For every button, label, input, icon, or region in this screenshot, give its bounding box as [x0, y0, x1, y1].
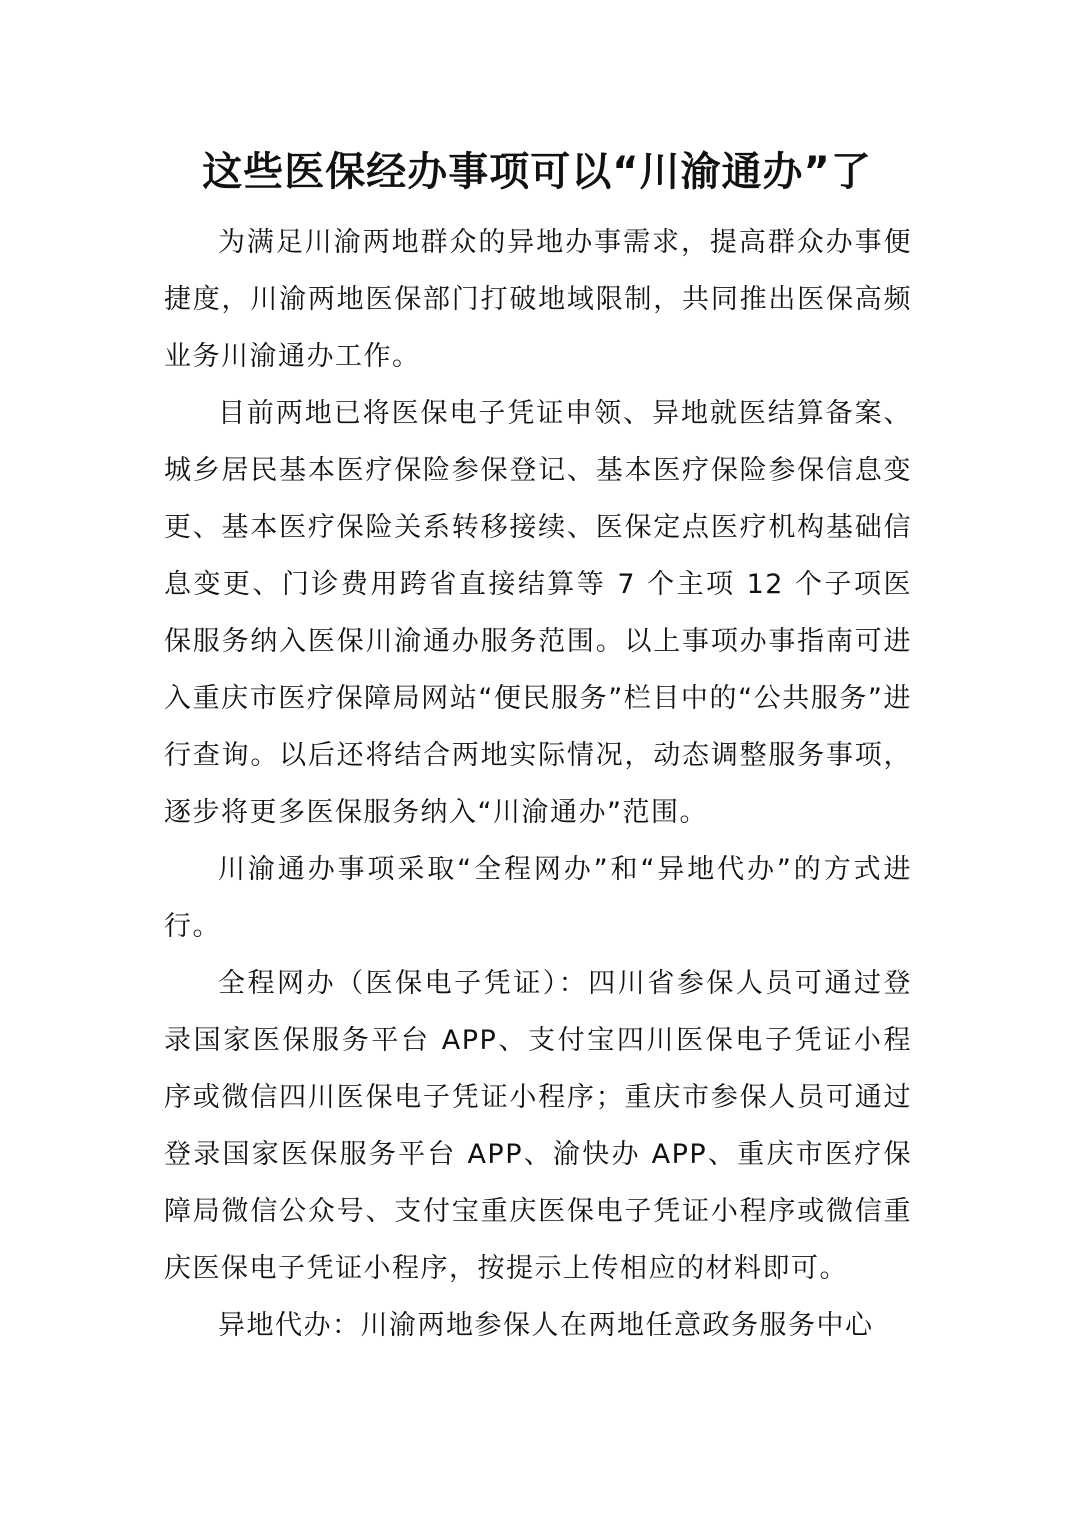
paragraph-methods: 川渝通办事项采取“全程网办”和“异地代办”的方式进行。: [164, 854, 912, 942]
paragraph-proxy: 异地代办：川渝两地参保人在两地任意政务服务中心: [218, 1310, 874, 1341]
document-title: 这些医保经办事项可以“川渝通办”了: [202, 149, 872, 195]
paragraph-online: 全程网办（医保电子凭证）：四川省参保人员可通过登录国家医保服务平台 APP、支付宝四川医保电子凭证小程序或微信四川医保电子凭证小程序；重庆市参保人员可通过登录国家医保服务平台 APP、渝快办 APP、重庆市医疗保障局微信公众号、支付宝重庆医保电子凭证小程序或微信重庆医保电子凭证小程序，按提示上传相应的材料即可。: [164, 968, 912, 1284]
paragraph-intro: 为满足川渝两地群众的异地办事需求，提高群众办事便捷度，川渝两地医保部门打破地域限制，共同推出医保高频业务川渝通办工作。: [164, 227, 912, 372]
document-body: [164, 214, 912, 1354]
paragraph-service-items: 目前两地已将医保电子凭证申领、异地就医结算备案、城乡居民基本医疗保险参保登记、基本医疗保险参保信息变更、基本医疗保险关系转移接续、医保定点医疗机构基础信息变更、门诊费用跨省直接结算等 7 个主项 12 个子项医保服务纳入医保川渝通办服务范围。以上事项办事指南可进入重庆市医疗保障局网站“便民服务”栏目中的“公共服务”进行查询。以后还将结合两地实际情况，动态调整服务事项，逐步将更多医保服务纳入“川渝通办”范围。: [164, 398, 912, 828]
